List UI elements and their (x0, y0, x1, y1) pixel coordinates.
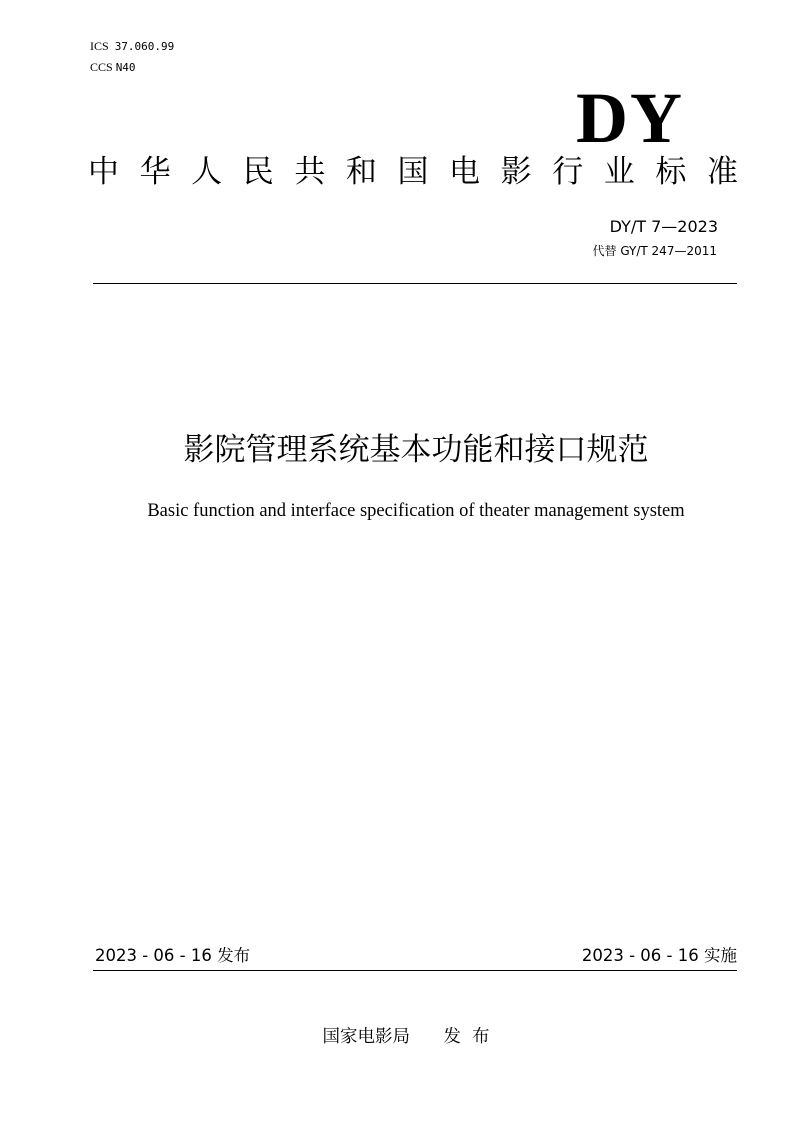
document-title-zh: 影院管理系统基本功能和接口规范 (183, 432, 649, 468)
ics-code: 37.060.99 (114, 40, 175, 53)
org-title-char: 共 (294, 154, 326, 190)
issuer-name: 国家电影局 (322, 1027, 410, 1047)
org-title-char: 国 (397, 154, 429, 190)
dy-logo: DY (576, 78, 684, 158)
issue-word: 发 布 (443, 1027, 490, 1047)
org-title-char: 标 (655, 154, 687, 190)
ics-classification (90, 39, 174, 54)
org-title-char: 电 (449, 154, 481, 190)
implementation-date: 2023 - 06 - 16 实施 (581, 946, 737, 965)
ccs-label: CCS (90, 60, 113, 74)
org-title-char: 中 (88, 154, 119, 190)
org-title-char: 准 (706, 154, 738, 190)
org-title-char: 业 (603, 154, 635, 190)
issue-date: 2023 - 06 - 16 发布 (95, 946, 251, 965)
standard-number: DY/T 7—2023 (609, 217, 718, 236)
org-title-char: 行 (552, 154, 584, 190)
document-title-en: Basic function and interface specification of theater management system (147, 501, 685, 521)
org-title-char: 和 (345, 154, 377, 190)
org-title-char: 华 (139, 154, 171, 190)
header-divider (93, 283, 737, 284)
footer-divider (93, 970, 737, 971)
org-title-char: 影 (500, 154, 532, 190)
org-title (88, 150, 738, 194)
ics-label: ICS (90, 39, 109, 53)
ccs-classification (90, 60, 136, 75)
org-title-char: 人 (191, 154, 223, 190)
ccs-code: N40 (115, 61, 136, 74)
org-title-char: 民 (242, 154, 274, 190)
issuer-line (0, 1024, 794, 1050)
replaces-standard: 代替 GY/T 247—2011 (592, 244, 717, 258)
